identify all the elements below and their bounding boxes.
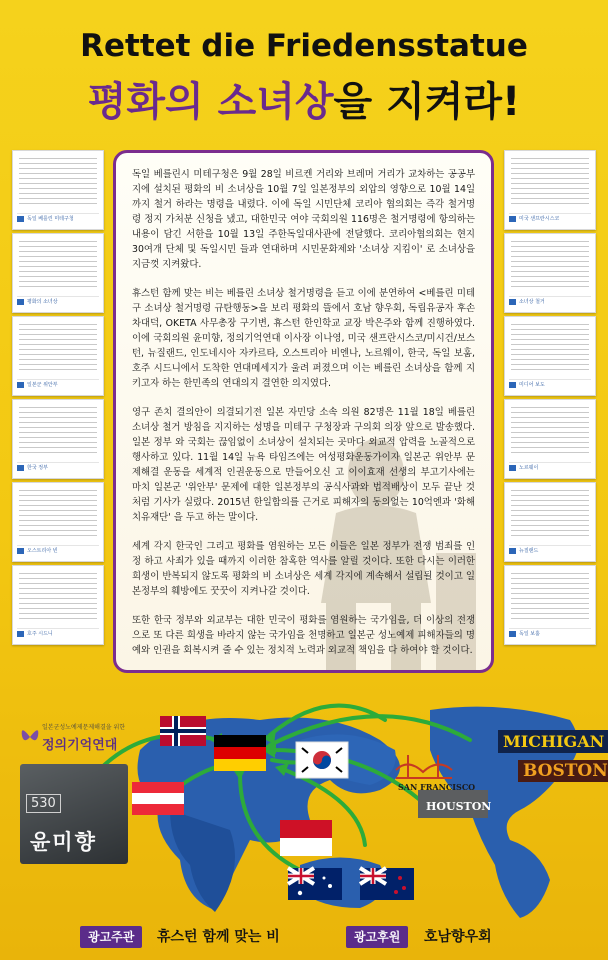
document-caption: 미디어 보도: [519, 382, 545, 388]
document-caption: 호주 시드니: [27, 631, 53, 637]
australia-flag-icon: [288, 868, 342, 900]
document-caption: 미국 샌프란시스코: [519, 216, 560, 222]
main-text-panel: [113, 150, 494, 673]
city-label-houston: HOUSTON: [426, 800, 492, 813]
document-caption: 일본군 위안부: [27, 382, 58, 388]
nameplate-number: 530: [26, 794, 61, 813]
sponsor-name: 호남향우회: [424, 929, 492, 945]
document-thumbnail: [504, 233, 596, 313]
nameplate-photo: [20, 764, 128, 864]
left-document-column: [12, 150, 104, 648]
title-english: Rettet die Friedensstatue: [80, 28, 528, 64]
document-caption: 독일 보훔: [519, 631, 540, 637]
newzealand-flag-icon: [360, 868, 414, 900]
body-paragraph-3: 영구 존치 결의안이 의결되기전 일본 자민당 소속 의원 82명은 11월 18일 베를린 소녀상 철거 방침을 지지하는 성명을 미테구 구청장과 구의회 의장 앞으로 발송했다. 일본 정부 와 국회는 끊임없이 소녀상이 설치되는 곳마다 외교적 압력을 노골적으로 행사하고 있다. 11월 14일 뉴욕 타임즈에는 여성평화운동가이자 일본군 위안부 문제해결 운동을 세계적 인권운동으로 만들어오신 고 이이효재 선생의 부고기사에는 마치 일본군 '위안부' 문제에 대한 일본정부의 공식사과와 법적배상이 모두 끝난 것 처럼 기사가 실렸다. 2015년 한일합의를 근거로 피해자의 동의없는 10억엔과 '화해치유재단' 을 두고 하는 말이다.: [132, 407, 475, 523]
city-label-boston: BOSTON: [518, 760, 608, 782]
document-caption: 독일 베를린 미테구청: [27, 216, 74, 222]
document-thumbnail: [12, 233, 104, 313]
organizer-tag: 광고주관: [80, 926, 142, 948]
nameplate-name: 윤미향: [30, 830, 97, 854]
title-rest: 을 지켜라!: [333, 79, 521, 125]
document-thumbnail: [504, 399, 596, 479]
sponsor-tag: 광고후원: [346, 926, 408, 948]
right-document-column: [504, 150, 596, 648]
organizer-name: 휴스턴 함께 맞는 비: [157, 929, 280, 945]
body-paragraph-1: 독일 베를린시 미테구청은 9월 28일 비르켄 거리와 브레머 거리가 교차하는 공공부지에 설치된 평화의 비 소녀상을 10월 7일 일본정부의 외압의 영향으로 10월 14일까지 철거 하라는 명령을 내렸다. 이에 독일 시민단체 코리아 협의회는 즉각 철거명령 정지 가처분 신청을 냈고, 대한민국 여야 국회의원 116명은 철거명령에 항의하는 내용이 담긴 서한을 10월 13일 주한독일대사관에 전달했다. 코리아협의회는 현지 30여개 단체 및 독일시민 들과 연대하며 시민문화제와 '소녀상 지킴이' 로 소녀상을 지금껏 지켜왔다.: [132, 169, 475, 270]
document-thumbnail: [12, 399, 104, 479]
document-thumbnail: [504, 150, 596, 230]
korean-council-logo: [20, 718, 130, 758]
document-thumbnail: [12, 150, 104, 230]
document-thumbnail: [12, 316, 104, 396]
indonesia-flag-icon: [280, 820, 332, 856]
title-korean: [0, 70, 608, 127]
body-paragraph-2: 휴스턴 함께 맞는 비는 베를린 소녀상 철거명령을 듣고 이에 분연하여 <베를린 미테구 소녀상 철거명령 규탄행동>을 보리 평화의 뜰에서 호남 향우회, 독립유공자 후손 차대덕, OKETA 사무총장 구기변, 휴스턴 한인학교 교장 박은주와 함께 진행하였다. 이에 국회의원 윤미향, 정의기억연대 이사장 이나영, 미국 샌프란시스코/미시건/보스턴, 뉴질랜드, 인도네시아 자카르타, 오스트리아 비엔나, 노르웨이, 한국, 독일 보훔, 호주 시드니에서 도착한 연대메세지가 울려 퍼졌으며 이는 베를린 소녀상을 함께 지키고자 하는 한민족의 연대의지 결연한 의지였다.: [132, 288, 475, 389]
germany-flag-icon: [214, 735, 266, 771]
document-caption: 소녀상 철거: [519, 299, 545, 305]
document-caption: 평화의 소녀상: [27, 299, 58, 305]
city-label-michigan: MICHIGAN: [498, 730, 608, 753]
document-thumbnail: [12, 565, 104, 645]
document-caption: 뉴질랜드: [519, 548, 539, 554]
document-thumbnail: [504, 482, 596, 562]
document-caption: 오스트리아 빈: [27, 548, 58, 554]
title-highlight: 평화의 소녀상: [87, 79, 334, 125]
city-label-sanfrancisco: SAN FRANCISCO: [398, 782, 476, 792]
logo-name: 정의기억연대: [42, 738, 118, 753]
document-thumbnail: [504, 565, 596, 645]
butterfly-logo-icon: [20, 722, 40, 752]
austria-flag-icon: [132, 782, 184, 815]
body-paragraph-4: 세계 각지 한국인 그리고 평화를 염원하는 모든 이들은 일본 정부가 전쟁 범죄를 인정 하고 사죄가 있을 때까지 이러한 참혹한 역사를 알릴 것이다. 또한 다시는 이러한 희생이 반복되지 않도록 평화의 비 소녀상은 세계 각지에 계속해서 설립될 것이고 일본정부의 훼방에도 꿋꿋이 지켜나갈 것이다.: [132, 541, 475, 597]
norway-flag-icon: [160, 716, 206, 746]
document-thumbnail: [504, 316, 596, 396]
body-paragraph-5: 또한 한국 정부와 외교부는 대한 민국이 평화를 염원하는 국가임을, 더 이상의 전쟁으로 또 다른 희생을 바라지 않는 국가임을 천명하고 일본군 성노예제 피해자들의 명예와 인권을 회복시켜 줄 수 있는 정치적 노력과 외교적 책임을 다 하여야 할 것이다.: [132, 615, 475, 656]
document-thumbnail: [12, 482, 104, 562]
korea-flag-icon: [296, 742, 348, 778]
document-caption: 노르웨이: [519, 465, 539, 471]
document-caption: 한국 정부: [27, 465, 48, 471]
logo-subtitle: 일본군성노예제문제해결을 위한: [42, 724, 126, 731]
